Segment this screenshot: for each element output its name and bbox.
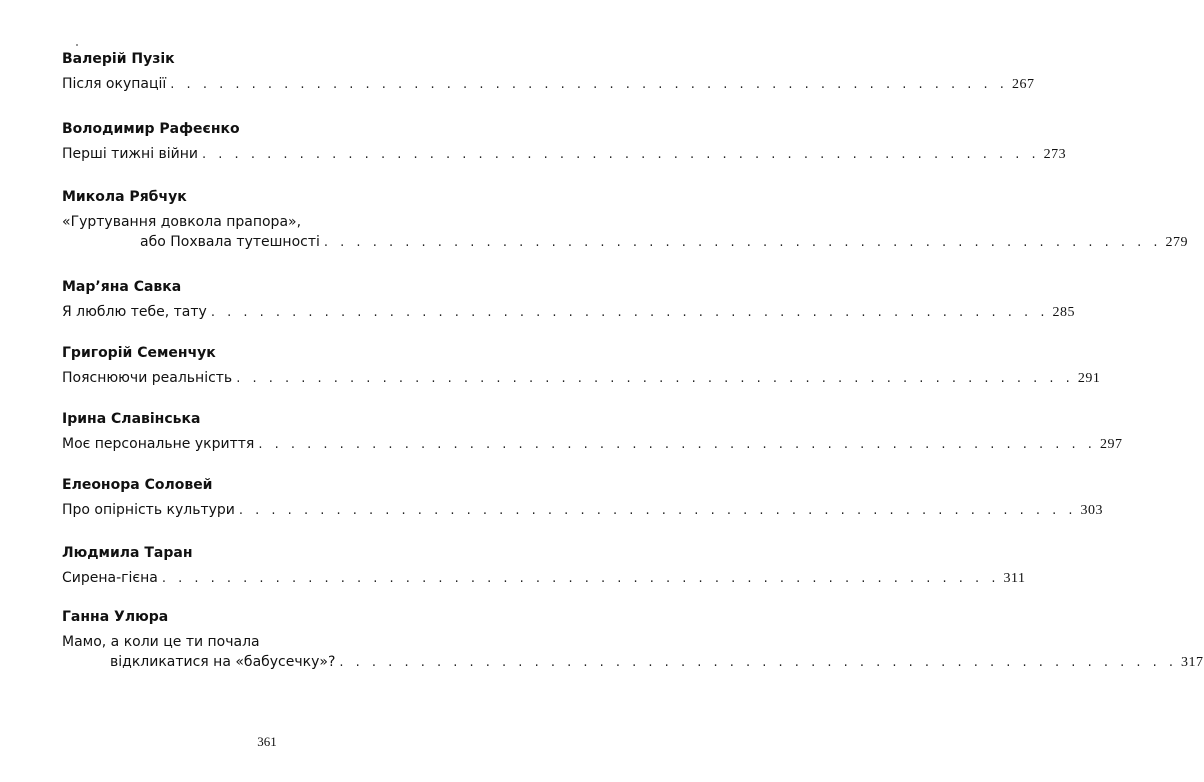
toc-entry[interactable] (62, 344, 1101, 389)
toc-entry[interactable] (62, 410, 1123, 455)
entry-page: 285 (1052, 305, 1075, 320)
page-number: 361 (257, 734, 277, 749)
entry-title-line (62, 568, 1026, 589)
entry-title-line (62, 74, 1035, 95)
entry-title: або Похвала тутешності (140, 234, 320, 250)
toc-entry[interactable] (62, 608, 1204, 673)
entry-author: Ганна Улюра (62, 609, 169, 625)
print-speck (76, 44, 78, 46)
dot-leader: . . . . . . . . . . . . . . . . . . . . . . . . . . . . . . . . . . . . . . . . . . . . . . . . . . . . (323, 235, 1162, 250)
entry-page: 297 (1099, 437, 1123, 452)
entry-page: 267 (1011, 77, 1035, 92)
entry-author: Мар’яна Савка (62, 279, 182, 295)
entry-title: відкликатися на «бабусечку»? (110, 654, 336, 670)
dot-leader: . . . . . . . . . . . . . . . . . . . . . . . . . . . . . . . . . . . . . . . . . . . . . . . . . . . . (238, 503, 1077, 518)
entry-title: Я люблю тебе, тату (62, 304, 207, 320)
dot-leader: . . . . . . . . . . . . . . . . . . . . . . . . . . . . . . . . . . . . . . . . . . . . . . . . . . . . (258, 437, 1096, 452)
entry-author: Ірина Славінська (62, 411, 201, 427)
entry-title-line (62, 144, 1067, 165)
entry-title: Сирена-гієна (62, 570, 158, 586)
entry-title-line (62, 368, 1101, 389)
entry-author: Григорій Семенчук (62, 345, 216, 361)
toc-entry[interactable] (62, 120, 1067, 165)
toc-entry[interactable] (62, 50, 1035, 95)
entry-page: 291 (1077, 371, 1101, 386)
toc-entry[interactable] (62, 544, 1026, 589)
entry-title: Пояснюючи реальність (62, 370, 233, 386)
entry-page: 273 (1043, 147, 1067, 162)
entry-author: Людмила Таран (62, 545, 193, 561)
entry-title-line (62, 500, 1104, 521)
entry-title: Після окупації (62, 76, 167, 92)
entry-title: Про опірність культури (62, 502, 235, 518)
entry-title-line (62, 434, 1123, 455)
entry-author: Микола Рябчук (62, 189, 187, 205)
entry-page: 311 (1003, 571, 1026, 586)
dot-leader: . . . . . . . . . . . . . . . . . . . . . . . . . . . . . . . . . . . . . . . . . . . . . . . . . . . . (210, 305, 1049, 320)
entry-title: Перші тижні війни (62, 146, 199, 162)
toc-entry[interactable] (62, 476, 1104, 521)
toc-entry[interactable] (62, 188, 1189, 253)
entry-page: 317 (1181, 655, 1204, 670)
entry-title-line (62, 232, 1189, 253)
dot-leader: . . . . . . . . . . . . . . . . . . . . . . . . . . . . . . . . . . . . . . . . . . . . . . . . . . . . (202, 147, 1040, 162)
dot-leader: . . . . . . . . . . . . . . . . . . . . . . . . . . . . . . . . . . . . . . . . . . . . . . . . . . . . (236, 371, 1074, 386)
entry-title: Моє персональне укриття (62, 436, 255, 452)
entry-page: 303 (1080, 503, 1104, 518)
entry-title-first-line: «Гуртування довкола прапора», (62, 214, 302, 230)
dot-leader: . . . . . . . . . . . . . . . . . . . . . . . . . . . . . . . . . . . . . . . . . . . . . . . . . . . . (161, 571, 1000, 586)
toc-entry[interactable] (62, 278, 1075, 323)
entry-title-line (62, 652, 1204, 673)
entry-author: Елеонора Соловей (62, 477, 213, 493)
dot-leader: . . . . . . . . . . . . . . . . . . . . . . . . . . . . . . . . . . . . . . . . . . . . . . . . . . . . (170, 77, 1008, 92)
entry-title-first-line: Мамо, а коли це ти почала (62, 634, 260, 650)
entry-author: Володимир Рафеєнко (62, 121, 240, 137)
entry-title-line (62, 302, 1075, 323)
dot-leader: . . . . . . . . . . . . . . . . . . . . . . . . . . . . . . . . . . . . . . . . . . . . . . . . . . . . (339, 655, 1178, 670)
entry-page: 279 (1165, 235, 1189, 250)
entry-author: Валерій Пузік (62, 51, 175, 67)
